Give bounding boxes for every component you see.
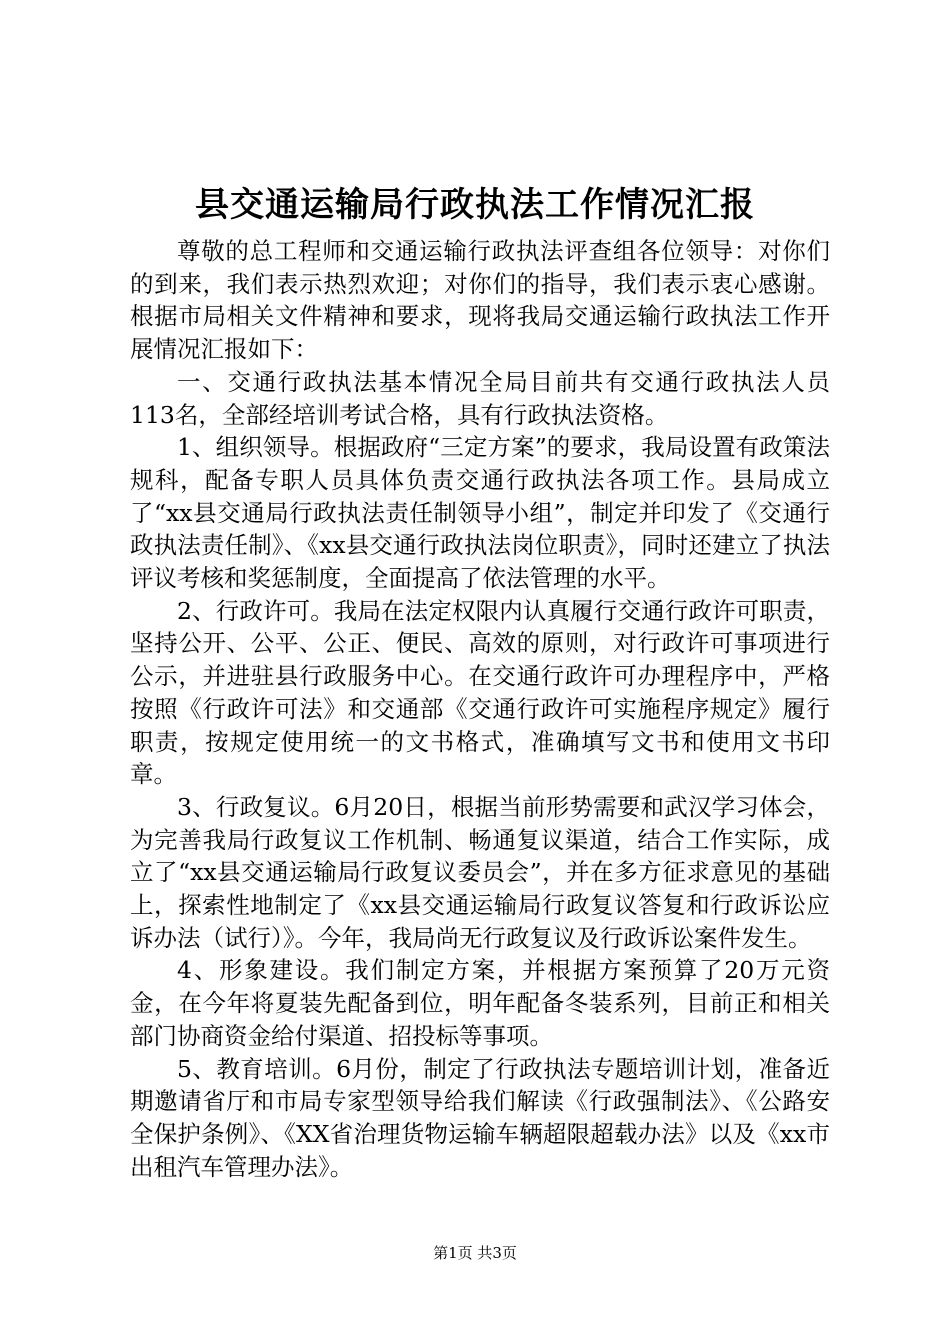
paragraph-training: 5、教育培训。6月份，制定了行政执法专题培训计划，准备近期邀请省厅和市局专家型领导给我们解读《行政强制法》、《公路安全保护条例》、《XX省治理货物运输车辆超限超载办法》以及《xx市出租汽车管理办法》。	[130, 1054, 830, 1181]
document-title: 县交通运输局行政执法工作情况汇报	[195, 185, 755, 225]
paragraph-greeting: 尊敬的总工程师和交通运输行政执法评查组各位领导：对你们的到来，我们表示热烈欢迎；对你们的指导，我们表示衷心感谢。根据市局相关文件精神和要求，现将我局交通运输行政执法工作开展情况汇报如下：	[130, 237, 830, 364]
paragraph-image-building: 4、形象建设。我们制定方案，并根据方案预算了20万元资金，在今年将夏装先配备到位，明年配备冬装系列，目前正和相关部门协商资金给付渠道、招投标等事项。	[130, 956, 830, 1050]
paragraph-section-1: 一、交通行政执法基本情况全局目前共有交通行政执法人员113名，全部经培训考试合格，具有行政执法资格。	[130, 367, 830, 429]
paragraph-organization: 1、组织领导。根据政府“三定方案”的要求，我局设置有政策法规科，配备专职人员具体负责交通行政执法各项工作。县局成立了“xx县交通局行政执法责任制领导小组”，制定并印发了《交通行政执法责任制》、《xx县交通行政执法岗位职责》，同时还建立了执法评议考核和奖惩制度，全面提高了依法管理的水平。	[130, 433, 830, 593]
paragraph-licensing: 2、行政许可。我局在法定权限内认真履行交通行政许可职责，坚持公开、公平、公正、便民、高效的原则，对行政许可事项进行公示，并进驻县行政服务中心。在交通行政许可办理程序中，严格按照《行政许可法》和交通部《交通行政许可实施程序规定》履行职责，按规定使用统一的文书格式，准确填写文书和使用文书印章。	[130, 596, 830, 789]
document-body	[130, 235, 830, 1183]
page-footer: 第1页 共3页	[433, 1244, 517, 1262]
paragraph-review: 3、行政复议。6月20日，根据当前形势需要和武汉学习体会，为完善我局行政复议工作机制、畅通复议渠道，结合工作实际，成立了“xx县交通运输局行政复议委员会”，并在多方征求意见的基础上，探索性地制定了《xx县交通运输局行政复议答复和行政诉讼应诉办法（试行）》。今年，我局尚无行政复议及行政诉讼案件发生。	[130, 792, 830, 952]
